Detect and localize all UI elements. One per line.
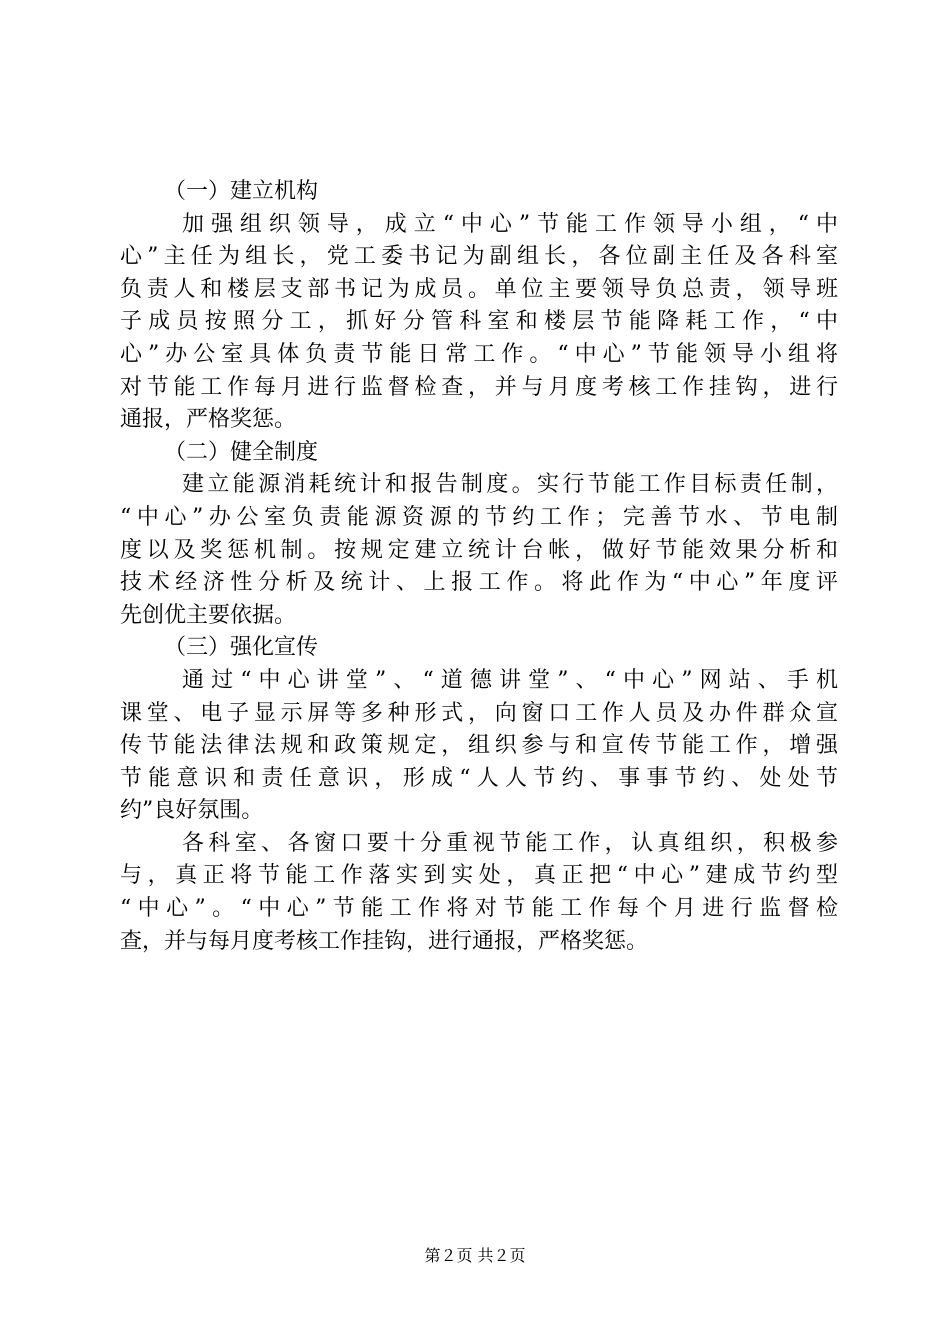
- paragraph-line: “中心”。“中心”节能工作将对节能工作每个月进行监督检: [120, 896, 838, 922]
- paragraph-line: 约”良好氛围。: [120, 798, 264, 824]
- paragraph-line: 心”办公室具体负责节能日常工作。“中心”节能领导小组将: [120, 341, 838, 367]
- paragraph-line: 通报，严格奖惩。: [120, 407, 297, 433]
- paragraph-line: 通过“中心讲堂”、“道德讲堂”、“中心”网站、手机: [182, 667, 838, 693]
- paragraph-line: “中心”办公室负责能源资源的节约工作；完善节水、节电制: [120, 504, 838, 530]
- paragraph-line: 技术经济性分析及统计、上报工作。将此作为“中心”年度评: [120, 570, 838, 596]
- page-number-footer: 第２页 共２页: [424, 1246, 526, 1265]
- paragraph-line: 查，并与每月度考核工作挂钩，进行通报，严格奖惩。: [120, 928, 649, 954]
- paragraph-line: 加强组织领导，成立“中心”节能工作领导小组，“中: [182, 211, 838, 237]
- paragraph-line: 与，真正将节能工作落实到实处，真正把“中心”建成节约型: [120, 863, 838, 889]
- paragraph-line: 节能意识和责任意识，形成“人人节约、事事节约、处处节: [120, 765, 838, 791]
- section-heading-strengthen-publicity: （三）强化宣传: [164, 635, 319, 661]
- paragraph-line: 负责人和楼层支部书记为成员。单位主要领导负总责，领导班: [120, 276, 838, 302]
- document-body: [120, 176, 838, 958]
- paragraph-line: 心”主任为组长，党工委书记为副组长，各位副主任及各科室: [120, 244, 838, 270]
- paragraph-line: 先创优主要依据。: [120, 602, 297, 628]
- paragraph-line: 度以及奖惩机制。按规定建立统计台帐，做好节能效果分析和: [120, 537, 838, 563]
- paragraph-line: 建立能源消耗统计和报告制度。实行节能工作目标责任制，: [182, 472, 838, 498]
- section-heading-improve-system: （二）健全制度: [164, 439, 319, 465]
- section-heading-establish-organization: （一）建立机构: [164, 179, 319, 204]
- paragraph-line: 课堂、电子显示屏等多种形式，向窗口工作人员及办件群众宣: [120, 700, 838, 726]
- paragraph-line: 对节能工作每月进行监督检查，并与月度考核工作挂钩，进行: [120, 374, 838, 400]
- paragraph-line: 传节能法律法规和政策规定，组织参与和宣传节能工作，增强: [120, 733, 838, 759]
- paragraph-line: 子成员按照分工，抓好分管科室和楼层节能降耗工作，“中: [120, 309, 838, 335]
- paragraph-line: 各科室、各窗口要十分重视节能工作，认真组织，积极参: [182, 830, 838, 856]
